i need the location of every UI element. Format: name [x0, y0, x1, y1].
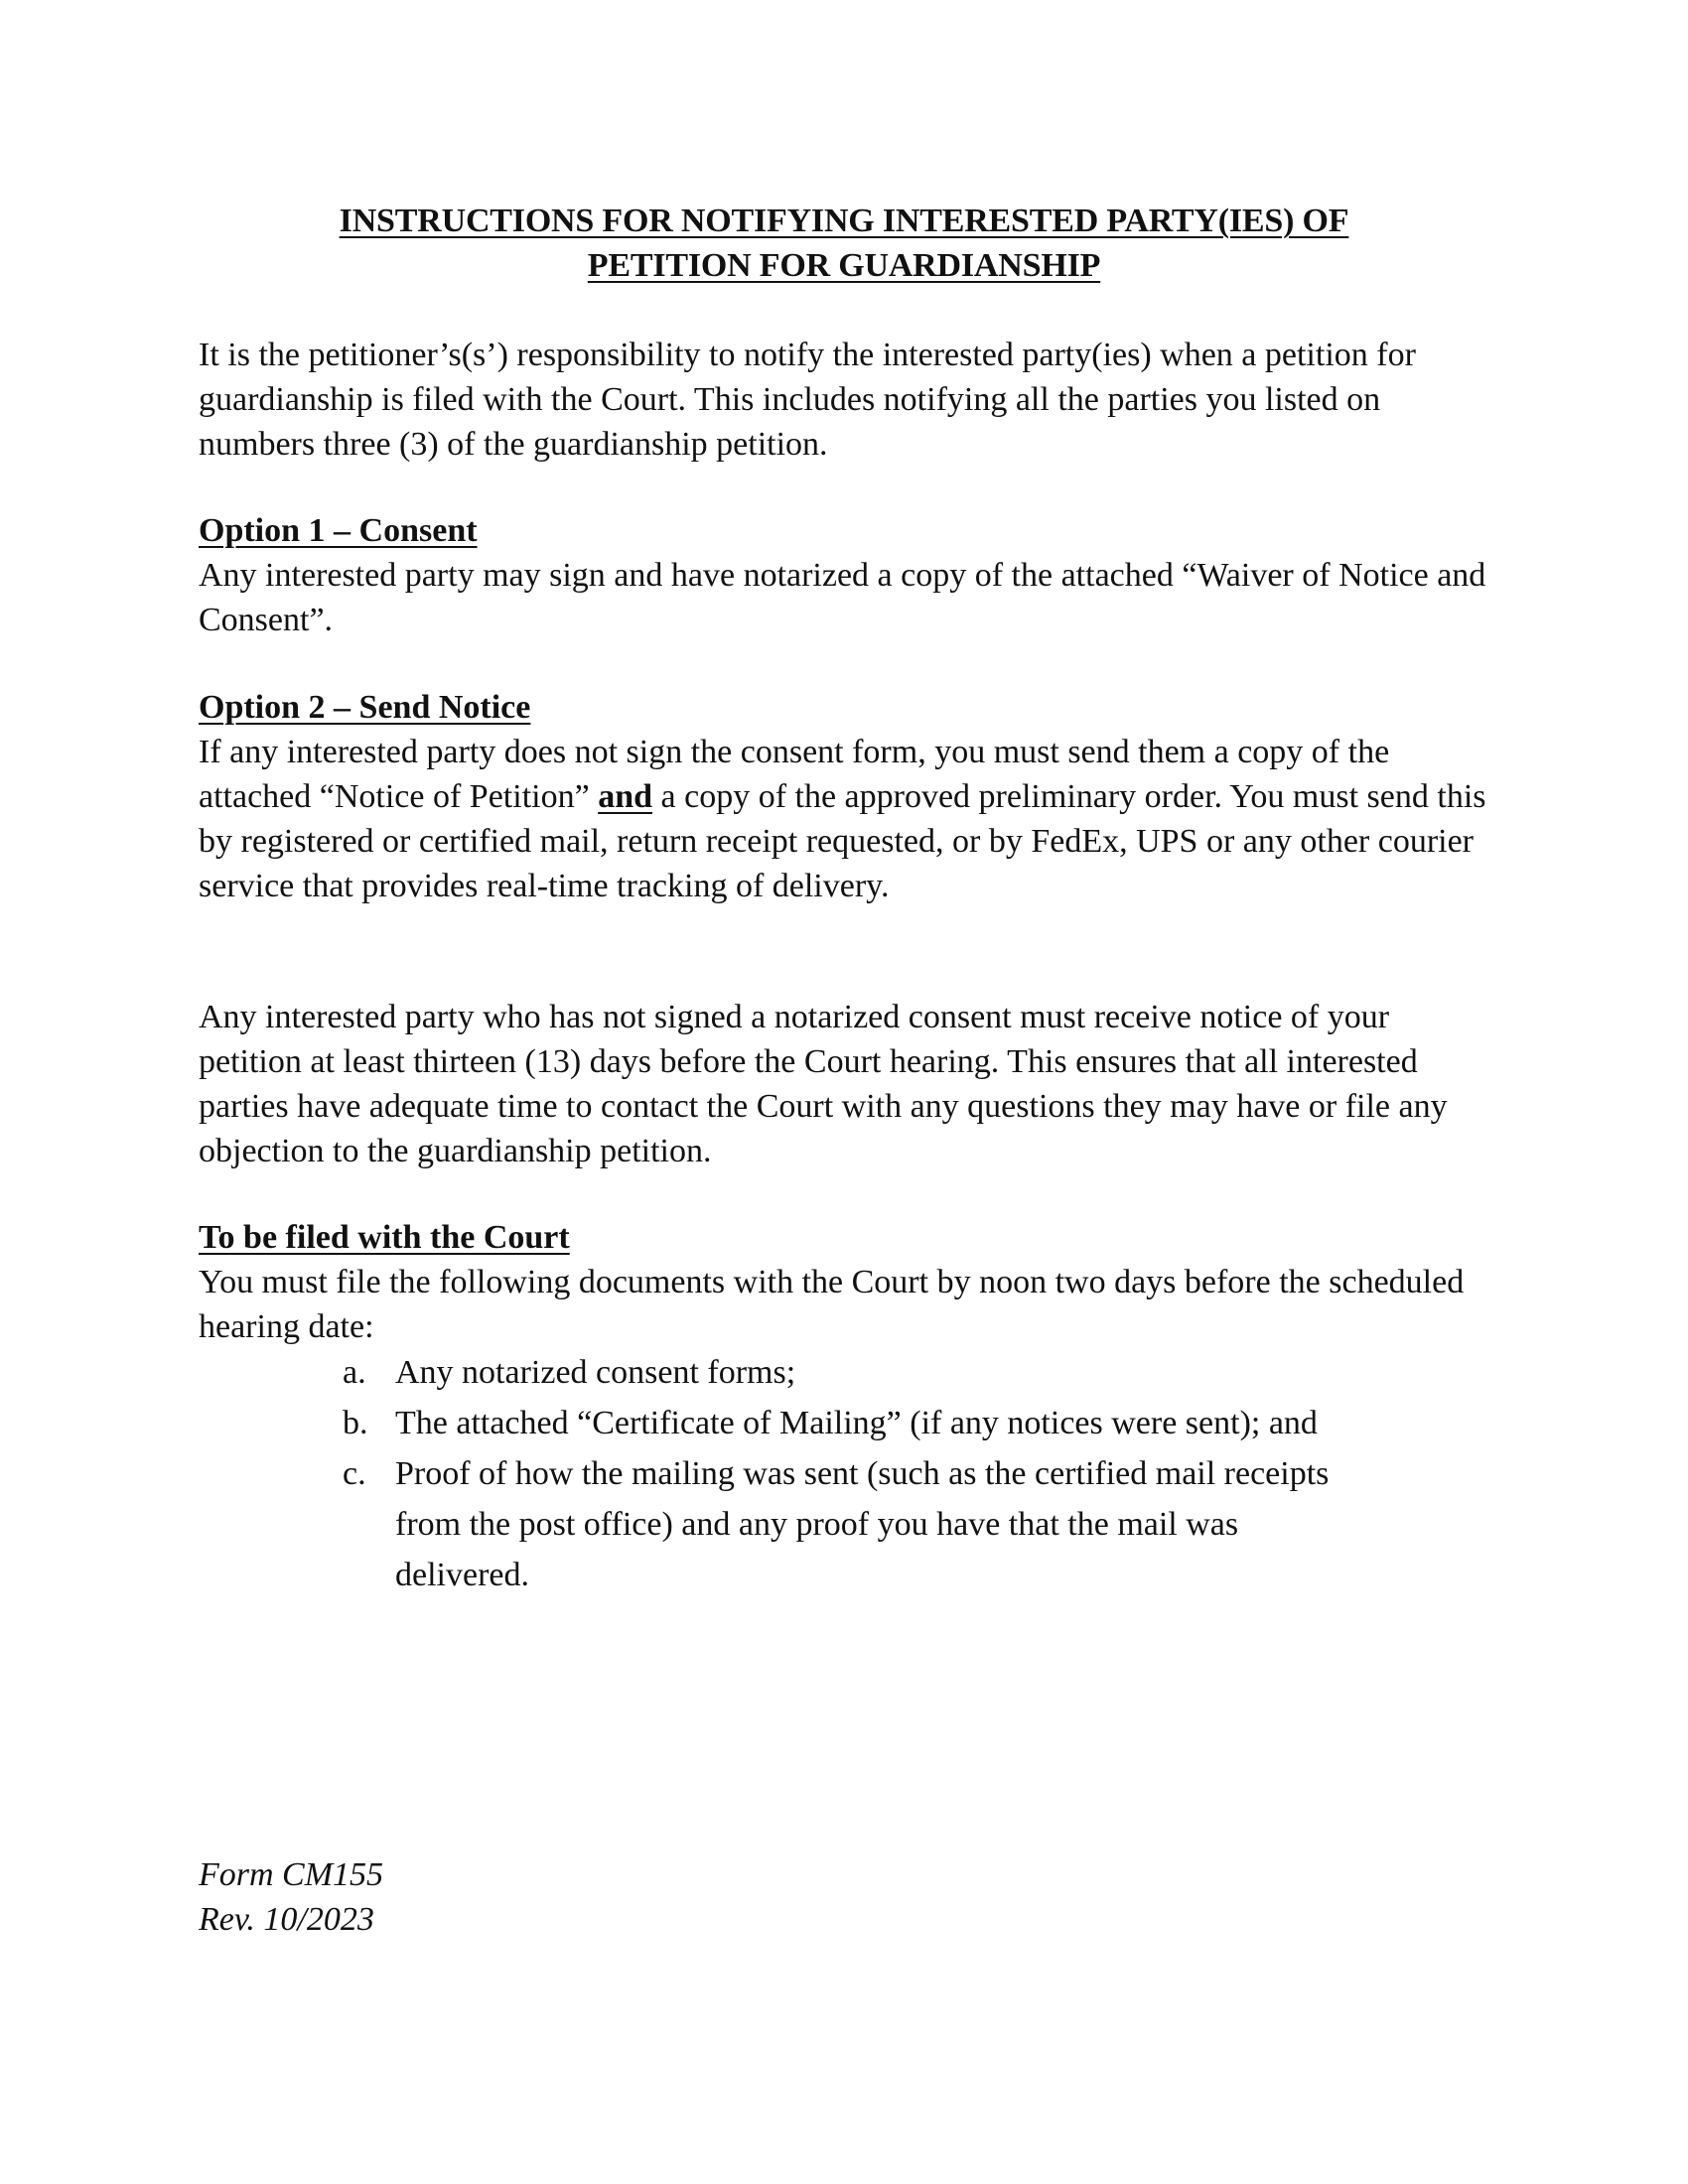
option-1-heading: Option 1 – Consent [199, 512, 478, 549]
document-page [199, 0, 1489, 2184]
list-item [343, 1347, 1355, 1398]
notice-timing-paragraph: Any interested party who has not signed a notarized consent must receive notice of your petition at least thirteen (13) days before the Court hearing. This ensures that all interested parties have adequate time to contact the Court with any questions they may have or file any objection to the guardianship petition. [199, 999, 1448, 1169]
option-2-body-before: If any interested party does not sign the consent form, you must send them a copy of the attached “Notice of Petition” [199, 734, 1390, 815]
list-item [343, 1398, 1355, 1448]
list-item [343, 1448, 1355, 1600]
option-2-body-after: a copy of the approved preliminary order. You must send this by registered or certified mail, return receipt requested, or by FedEx, UPS or any other courier service that provides real-time tracking of delivery. [199, 778, 1486, 904]
page-title [199, 199, 1489, 288]
intro-paragraph: It is the petitioner’s(s’) responsibility to notify the interested party(ies) when a petition for guardianship is filed with the Court. This includes notifying all the parties you listed on numbers three (3) of the guardianship petition. [199, 337, 1416, 463]
filing-body: You must file the following documents with the Court by noon two days before the scheduled hearing date: [199, 1264, 1465, 1345]
list-item-marker: b. [343, 1405, 368, 1441]
option-2-emphasis: and [598, 778, 653, 815]
list-item-text: Proof of how the mailing was sent (such as the certified mail receipts from the post office) and any proof you have that the mail was delivered. [395, 1455, 1330, 1593]
list-item-marker: c. [343, 1455, 366, 1492]
form-revision: Rev. 10/2023 [199, 1901, 374, 1938]
title-line-1: INSTRUCTIONS FOR NOTIFYING INTERESTED PARTY(IES) OF [339, 203, 1349, 239]
option-2-section [199, 685, 1489, 908]
list-item-text: The attached “Certificate of Mailing” (if any notices were sent); and [395, 1405, 1318, 1441]
list-item-text: Any notarized consent forms; [395, 1354, 796, 1391]
filing-section [199, 1215, 1489, 1349]
title-line-2: PETITION FOR GUARDIANSHIP [587, 247, 1101, 284]
form-footer [199, 1852, 383, 1942]
list-item-marker: a. [343, 1354, 366, 1391]
option-2-heading: Option 2 – Send Notice [199, 689, 531, 726]
filing-heading: To be filed with the Court [199, 1219, 570, 1256]
filing-documents-list [343, 1347, 1355, 1600]
option-1-section [199, 508, 1489, 642]
option-1-body: Any interested party may sign and have notarized a copy of the attached “Waiver of Notice and Consent”. [199, 557, 1486, 638]
form-number: Form CM155 [199, 1856, 384, 1893]
